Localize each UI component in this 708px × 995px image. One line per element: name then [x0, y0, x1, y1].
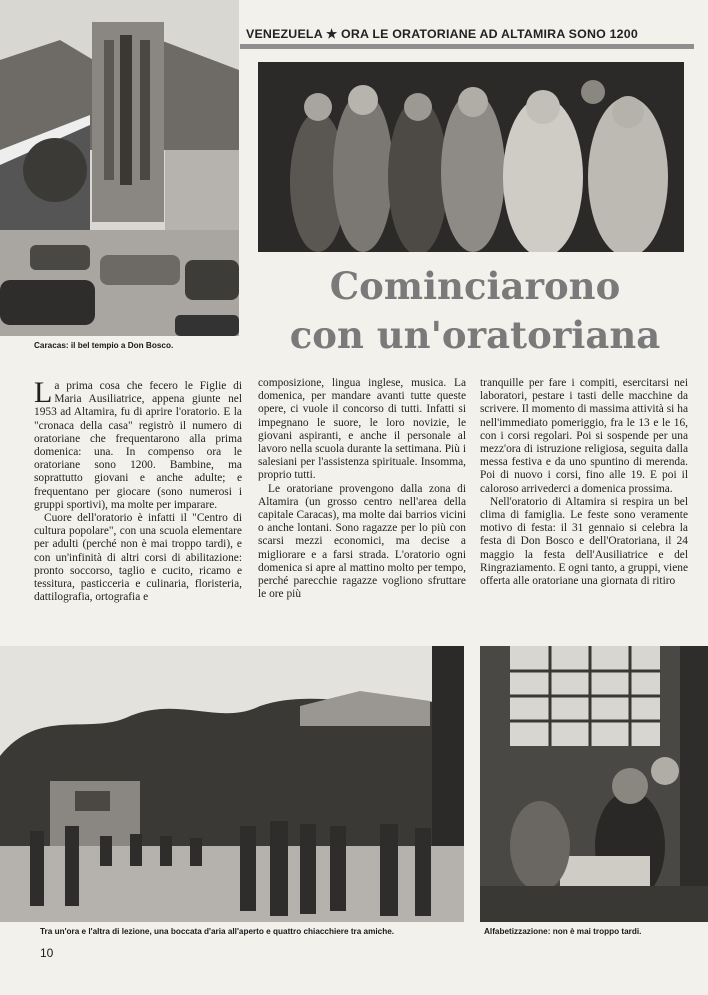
col1-paragraph-2: Cuore dell'oratorio è infatti il "Centro di cultura popolare", con una scuola elementare per adulti (perché non è mai troppo tardi), e con un'infinità di altri corsi di abilitazione: pronto soccorso, taglio e cucito, ricamo e tessitura, pasticceria e culinaria, floristeria, dattilografia, ortografia e — [34, 512, 242, 604]
title-line-2: con un'oratoriana — [289, 313, 661, 357]
caption-classroom: Alfabetizzazione: non è mai troppo tardi. — [484, 927, 642, 936]
article-column-3 — [480, 377, 688, 588]
article-column-1 — [34, 376, 242, 604]
col2-paragraph-2: Le oratoriane provengono dalla zona di Altamira (un grosso centro nell'area della capitale Caracas), ma molte dai barrios vicini o anche lontani. Sono ragazze per lo più con scarsi mezzi economici, ma decise a migliorare e a farsi strada. L'oratorio ogni domenica si apre al mattino molto per tempo, perché parecchie ragazze vogliono sfruttare le ore più — [258, 482, 466, 601]
caption-outdoor: Tra un'ora e l'altra di lezione, una boccata d'aria all'aperto e quattro chiacchiere tra amiche. — [40, 927, 395, 936]
header-headline: ORA LE ORATORIANE AD ALTAMIRA SONO 1200 — [341, 27, 638, 41]
article-column-2 — [258, 377, 466, 601]
header-section: VENEZUELA — [246, 27, 323, 41]
church-photo — [0, 0, 239, 336]
crowd-photo — [258, 62, 684, 252]
dropcap: L — [34, 376, 53, 409]
col2-paragraph-1: composizione, lingua inglese, musica. La domenica, per mandare avanti tutte queste opere, ci vuole il concorso di tutti. Infatti si impegnano le suore, le loro novizie, le giovani aspiranti, e anche il personale al lavoro nella scuola durante la settimana. Più i salesiani per l'assistenza spirituale. Insomma, proprio tutti. — [258, 377, 466, 482]
article-title — [258, 262, 692, 360]
title-line-1: Cominciarono — [329, 264, 621, 308]
col3-paragraph-2: Nell'oratorio di Altamira si respira un bel clima di famiglia. Le feste sono veramente motivo di festa: il 31 gennaio si celebra la festa di Don Bosco e dell'Oratoriana, il 24 maggio la festa dell'Ausiliatrice e del Ringraziamento. E ogni tanto, a gruppi, viene offerta alle oratoriane una giornata di ritiro — [480, 495, 688, 588]
header-rule — [240, 44, 694, 49]
col3-paragraph-1: tranquille per fare i compiti, esercitarsi nei laboratori, pestare i tasti delle macchine da scrivere. Il momento di massima attività si ha nell'immediato pomeriggio, fra le 13 e le 16, con i corsi regolari. Poi si sospende per una mezz'ora di istruzione religiosa, seguita dalla messa festiva e da uno spuntino di merenda. Poi di nuovo i corsi, fino alle 19. E poi il caloroso arrivederci a domenica prossima. — [480, 377, 688, 495]
header — [246, 26, 682, 41]
header-star: ★ — [326, 27, 338, 41]
caption-church: Caracas: il bel tempio a Don Bosco. — [34, 341, 174, 350]
page-number: 10 — [40, 946, 54, 960]
col1-paragraph-1: a prima cosa che fecero le Figlie di Maria Ausiliatrice, appena giunte nel 1953 ad Altamira, fu di aprire l'oratorio. E la "cronaca della casa" registrò il numero di oratoriane che frequentarono alla prima domenica: una. In compenso ora le oratoriane sono 1200. Bambine, ma soprattutto giovani e anche adulte; e frequentano per giocare (sono numerosi i gruppi sportivi), ma molte per imparare. — [34, 380, 242, 511]
outdoor-photo — [0, 646, 464, 922]
classroom-photo — [480, 646, 708, 922]
